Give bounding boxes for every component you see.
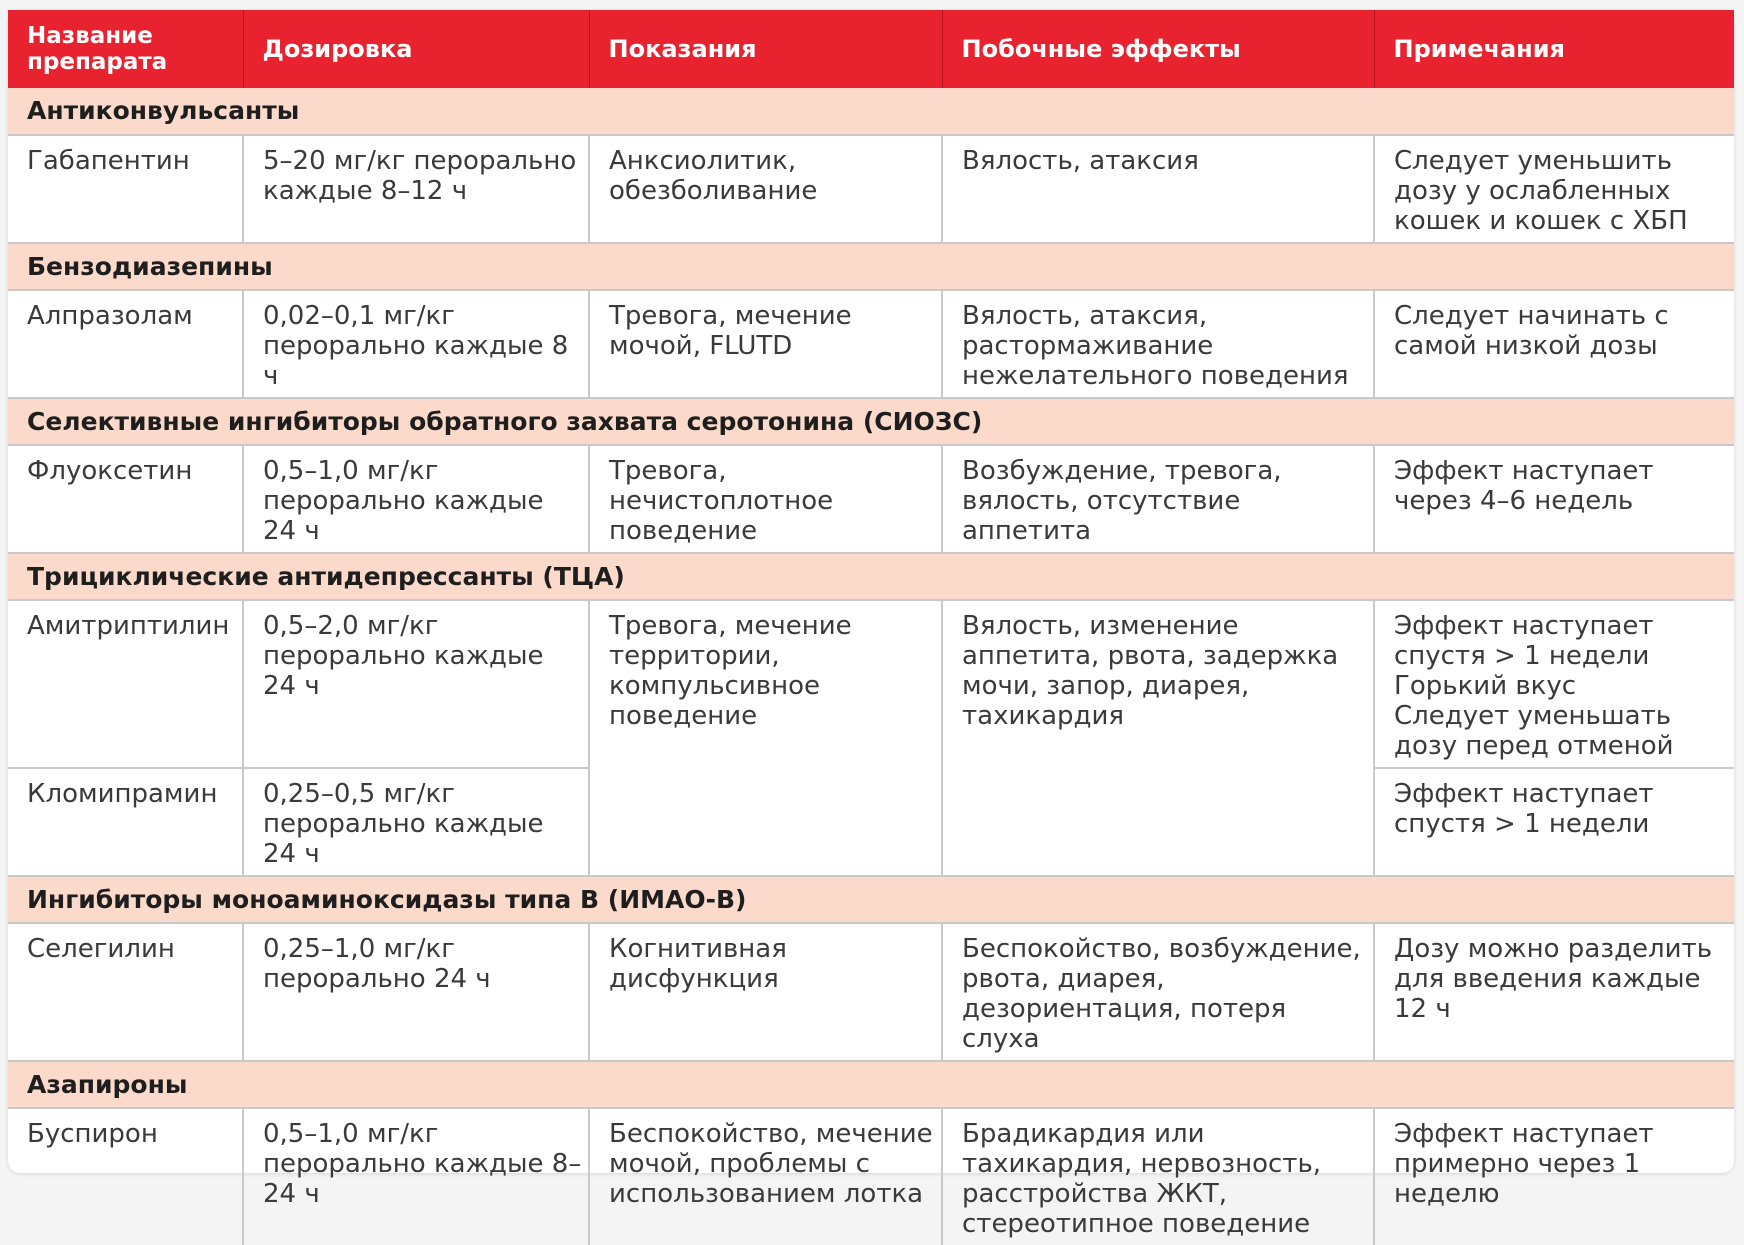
group-row <box>8 553 1734 600</box>
table-row <box>8 600 1734 768</box>
table-row <box>8 445 1734 553</box>
group-row <box>8 876 1734 923</box>
note-line: Горький вкус <box>1394 671 1577 701</box>
table-row <box>8 1108 1734 1245</box>
drug-dosage: 0,25–1,0 мг/кг перорально 24 ч <box>243 923 589 1061</box>
drug-dosage: 0,25–0,5 мг/кг перорально каждые 24 ч <box>243 768 589 876</box>
drug-indications: Когнитивная дисфункция <box>589 923 942 1061</box>
drug-notes <box>1374 600 1734 768</box>
drug-name: Габапентин <box>8 135 243 243</box>
header-indications: Показания <box>589 10 942 88</box>
group-title: Бензодиазепины <box>8 243 1734 290</box>
drug-side-effects: Беспокойство, возбуждение, рвота, диарея, дезориентация, потеря слуха <box>942 923 1374 1061</box>
drug-name: Амитриптилин <box>8 600 243 768</box>
drug-side-effects-shared: Вялость, изменение аппетита, рвота, задержка мочи, запор, диарея, тахикардия <box>942 600 1374 876</box>
header-side-effects: Побочные эффекты <box>942 10 1374 88</box>
group-row <box>8 1061 1734 1108</box>
header-notes: Примечания <box>1374 10 1734 88</box>
group-row <box>8 398 1734 445</box>
drug-side-effects: Вялость, атаксия, растормаживание нежелательного поведения <box>942 290 1374 398</box>
drug-dosage: 0,5–2,0 мг/кг перорально каждые 24 ч <box>243 600 589 768</box>
group-title: Селективные ингибиторы обратного захвата серотонина (СИОЗС) <box>8 398 1734 445</box>
drug-indications-shared: Тревога, мечение территории, компульсивное поведение <box>589 600 942 876</box>
drug-dosage: 0,5–1,0 мг/кг перорально каждые 8–24 ч <box>243 1108 589 1245</box>
group-title: Антиконвульсанты <box>8 88 1734 135</box>
drug-indications: Тревога, мечение мочой, FLUTD <box>589 290 942 398</box>
drug-notes: Эффект наступает спустя > 1 недели <box>1374 768 1734 876</box>
group-title: Трициклические антидепрессанты (ТЦА) <box>8 553 1734 600</box>
drug-name: Флуоксетин <box>8 445 243 553</box>
drug-name: Кломипрамин <box>8 768 243 876</box>
table-header <box>8 10 1734 88</box>
drug-notes: Дозу можно разделить для введения каждые 12 ч <box>1374 923 1734 1061</box>
drug-name: Буспирон <box>8 1108 243 1245</box>
note-line: Следует уменьшать дозу перед отменой <box>1394 701 1674 761</box>
drug-indications: Анксиолитик, обезболивание <box>589 135 942 243</box>
drug-table <box>8 10 1734 1245</box>
drug-dosage: 5–20 мг/кг перорально каждые 8–12 ч <box>243 135 589 243</box>
drug-side-effects: Брадикардия или тахикардия, нервозность, расстройства ЖКТ, стереотипное поведение <box>942 1108 1374 1245</box>
drug-dosage: 0,5–1,0 мг/кг перорально каждые 24 ч <box>243 445 589 553</box>
drug-side-effects: Возбуждение, тревога, вялость, отсутствие аппетита <box>942 445 1374 553</box>
drug-notes: Следует начинать с самой низкой дозы <box>1374 290 1734 398</box>
group-row <box>8 88 1734 135</box>
drug-indications: Беспокойство, мечение мочой, проблемы с использованием лотка <box>589 1108 942 1245</box>
header-name: Название препарата <box>8 10 243 88</box>
drug-side-effects: Вялость, атаксия <box>942 135 1374 243</box>
group-row <box>8 243 1734 290</box>
drug-notes: Следует уменьшить дозу у ослабленных кошек и кошек с ХБП <box>1374 135 1734 243</box>
table-row <box>8 290 1734 398</box>
drug-table-card <box>8 10 1734 1239</box>
header-dosage: Дозировка <box>243 10 589 88</box>
table-row <box>8 135 1734 243</box>
drug-dosage: 0,02–0,1 мг/кг перорально каждые 8 ч <box>243 290 589 398</box>
table-row <box>8 923 1734 1061</box>
note-line: Эффект наступает спустя > 1 недели <box>1394 611 1654 671</box>
drug-name: Селегилин <box>8 923 243 1061</box>
group-title: Ингибиторы моноаминоксидазы типа B (ИМАО-B) <box>8 876 1734 923</box>
group-title: Азапироны <box>8 1061 1734 1108</box>
drug-name: Алпразолам <box>8 290 243 398</box>
drug-notes: Эффект наступает через 4–6 недель <box>1374 445 1734 553</box>
drug-notes: Эффект наступает примерно через 1 неделю <box>1394 1119 1654 1209</box>
drug-indications: Тревога, нечистоплотное поведение <box>589 445 942 553</box>
